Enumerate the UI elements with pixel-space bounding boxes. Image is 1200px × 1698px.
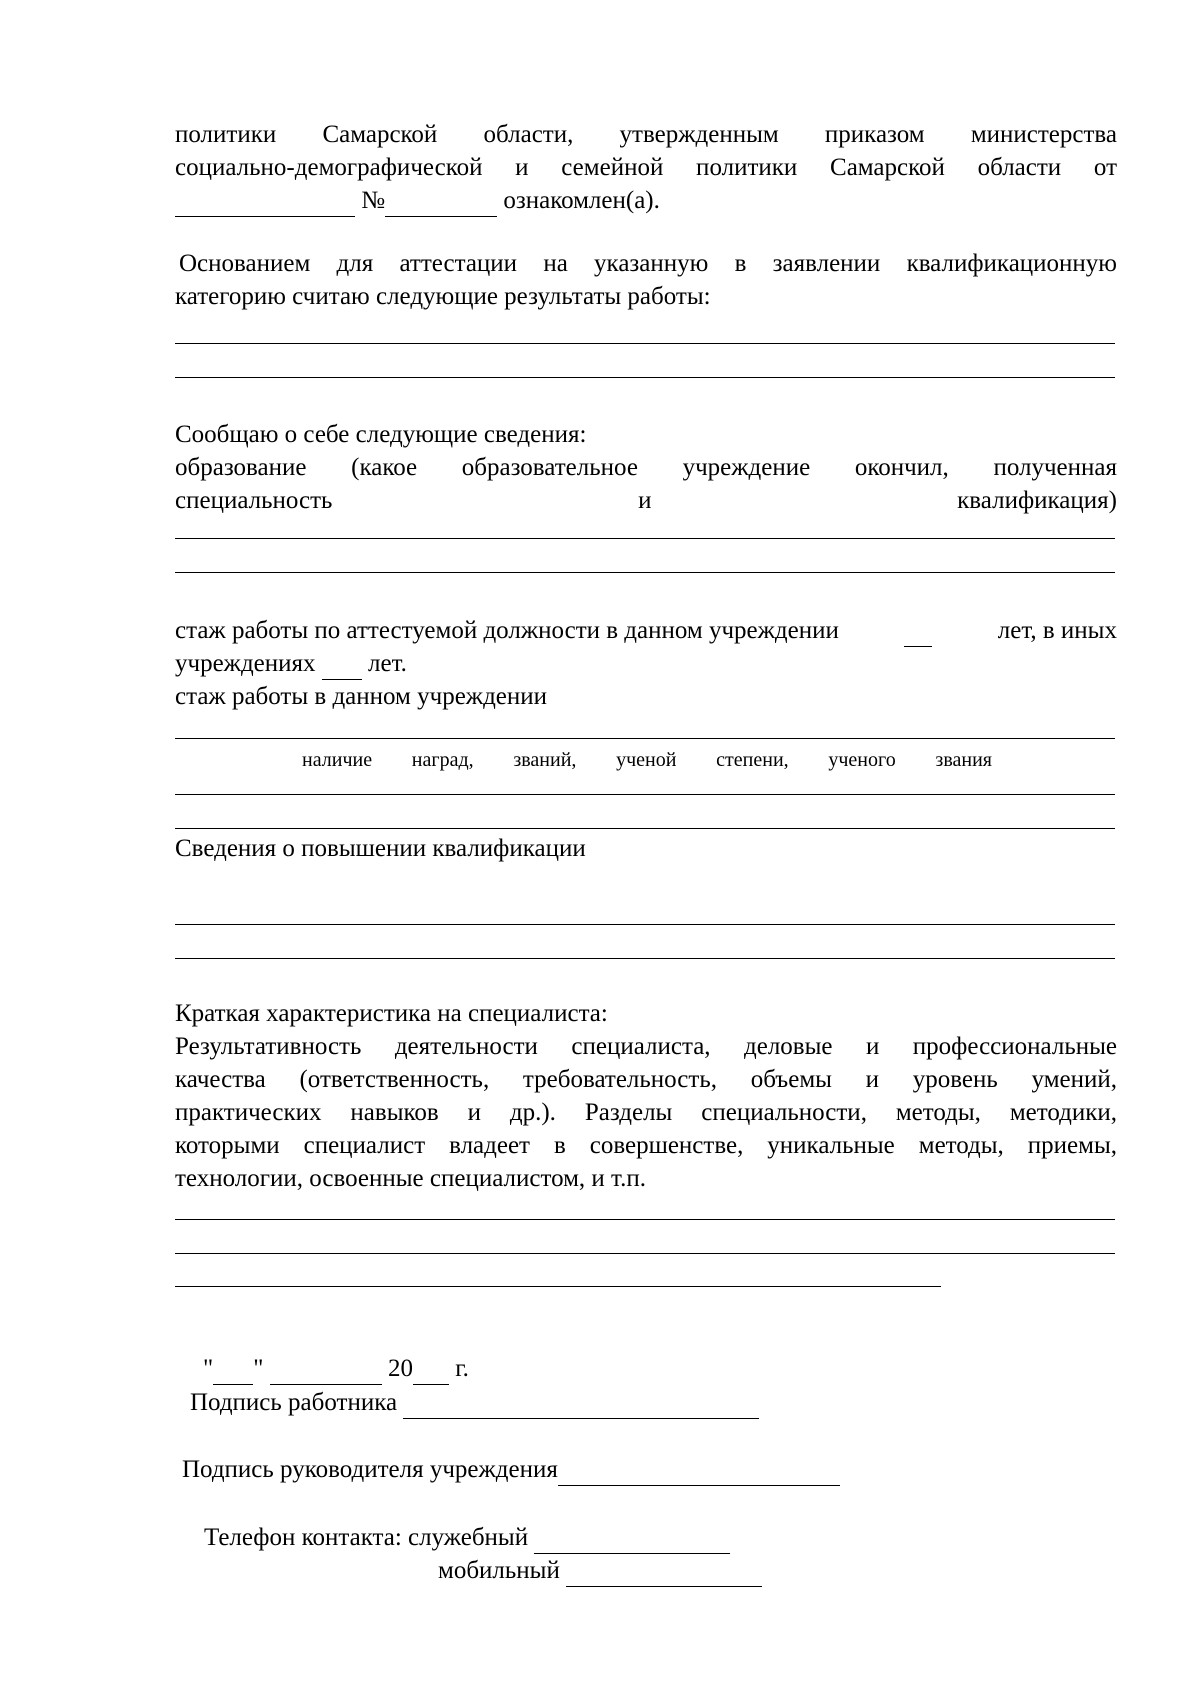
- characteristic-fill-line-2[interactable]: [175, 1253, 1115, 1254]
- characteristic-line-3: практических навыков и др.). Разделы специальности, методы, методики,: [175, 1099, 1117, 1126]
- experience-text-1: стаж работы по аттестуемой должности в данном учреждении: [175, 617, 839, 644]
- education-word-and: и: [638, 487, 652, 514]
- characteristic-heading: Краткая характеристика на специалиста:: [175, 1000, 608, 1027]
- qualification-fill-line-1[interactable]: [175, 924, 1115, 925]
- qualification-fill-line-2[interactable]: [175, 958, 1115, 959]
- intro-line-3: [175, 184, 1117, 217]
- awards-fill-line-1[interactable]: [175, 794, 1115, 795]
- experience-text-4: лет.: [368, 650, 407, 677]
- education-word-specialty: специальность: [175, 487, 333, 514]
- basis-line-2: категорию считаю следующие результаты работы:: [175, 283, 711, 310]
- characteristic-line-5: технологии, освоенные специалистом, и т.п.: [175, 1165, 646, 1192]
- education-line-fill-1[interactable]: [175, 538, 1115, 539]
- experience-line-2: [175, 647, 1117, 680]
- characteristic-fill-line-1[interactable]: [175, 1219, 1115, 1220]
- number-sign: №: [361, 187, 386, 214]
- year-prefix: 20: [387, 1355, 413, 1382]
- characteristic-line-2: качества (ответственность, требовательность, объемы и уровень умений,: [175, 1066, 1117, 1093]
- phone-mobile-line: [438, 1554, 938, 1587]
- awards-fill-line-2[interactable]: [175, 828, 1115, 829]
- characteristic-line-4: которыми специалист владеет в совершенстве, уникальные методы, приемы,: [175, 1132, 1117, 1159]
- year-blank[interactable]: [413, 1358, 449, 1385]
- phone-work-line: [204, 1521, 904, 1554]
- education-line-fill-2[interactable]: [175, 572, 1115, 573]
- info-heading: Сообщаю о себе следующие сведения:: [175, 421, 587, 448]
- characteristic-fill-line-3[interactable]: [175, 1286, 941, 1287]
- results-line-2[interactable]: [175, 377, 1115, 378]
- intro-line-1: политики Самарской области, утвержденным приказом министерства: [175, 121, 1117, 148]
- characteristic-line-1: Результативность деятельности специалиста, деловые и профессиональные: [175, 1033, 1117, 1060]
- employee-signature-line: [190, 1386, 890, 1419]
- date-line: [203, 1352, 803, 1385]
- open-quote: ": [203, 1355, 214, 1382]
- phone-work-label: Телефон контакта: служебный: [204, 1524, 529, 1551]
- intro-line-2: социально-демографической и семейной политики Самарской области от: [175, 154, 1117, 181]
- experience-text-3: учреждениях: [175, 650, 316, 677]
- order-date-blank[interactable]: [175, 190, 355, 217]
- head-signature-line: [182, 1453, 982, 1486]
- results-line-1[interactable]: [175, 343, 1115, 344]
- head-signature-label: Подпись руководителя учреждения: [182, 1456, 558, 1483]
- qualification-heading: Сведения о повышении квалификации: [175, 835, 586, 862]
- experience-text-2: лет, в иных: [997, 617, 1117, 644]
- other-years-blank[interactable]: [322, 653, 362, 680]
- close-quote: ": [253, 1355, 264, 1382]
- experience-line-3: стаж работы в данном учреждении: [175, 683, 548, 710]
- awards-label: наличие наград, званий, ученой степени, ученого звания: [302, 749, 992, 771]
- education-line-2: [175, 484, 1117, 517]
- phone-mobile-label: мобильный: [438, 1557, 560, 1584]
- acquainted-text: ознакомлен(а).: [503, 187, 660, 214]
- day-blank[interactable]: [213, 1358, 253, 1385]
- phone-work-field[interactable]: [534, 1527, 730, 1554]
- education-word-qualification: квалификация): [957, 487, 1117, 514]
- order-number-blank[interactable]: [385, 190, 497, 217]
- phone-mobile-field[interactable]: [566, 1560, 762, 1587]
- basis-line-1: Основанием для аттестации на указанную в заявлении квалификационную: [179, 250, 1117, 277]
- head-signature-field[interactable]: [558, 1459, 840, 1486]
- experience-years-blank[interactable]: [904, 620, 932, 647]
- employee-signature-label: Подпись работника: [190, 1389, 398, 1416]
- month-blank[interactable]: [270, 1358, 382, 1385]
- year-suffix: г.: [455, 1355, 469, 1382]
- experience-fill-line[interactable]: [175, 738, 1115, 739]
- education-line-1: образование (какое образовательное учреждение окончил, полученная: [175, 454, 1117, 481]
- employee-signature-field[interactable]: [403, 1392, 759, 1419]
- experience-line-1: [175, 614, 1117, 647]
